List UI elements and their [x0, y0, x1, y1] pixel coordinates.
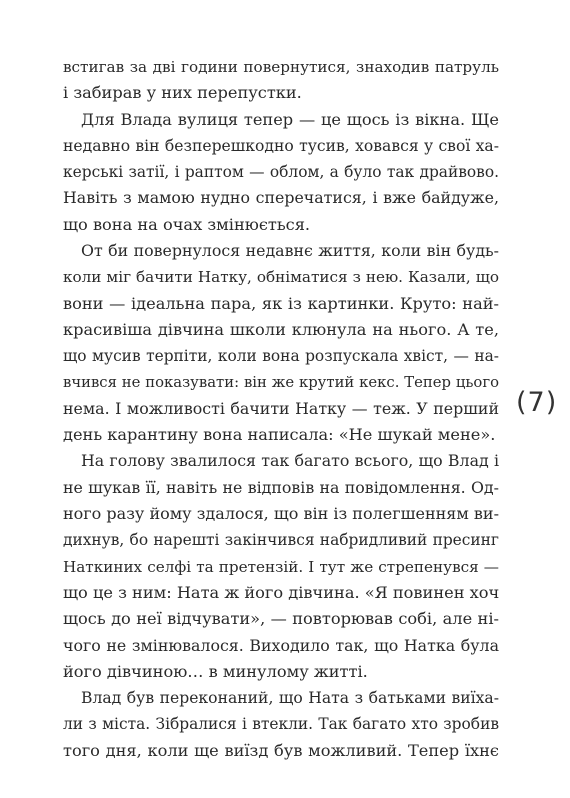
page-number: (7)	[516, 387, 558, 418]
text-line: керські затії, і раптом — облом, а було так драйвово.	[63, 163, 499, 182]
body-text	[63, 54, 499, 764]
text-line: день карантину вона написала: «Не шукай мене».	[63, 425, 496, 445]
text-line: встигав за дві години повернутися, знаходив патруль	[63, 58, 499, 76]
text-line: Для Влада вулиця тепер — це щось із вікна. Ще	[81, 109, 499, 129]
text-line: Влад був переконаний, що Ната з батьками виїха-	[81, 689, 499, 708]
paragraph	[63, 238, 499, 448]
text-line: коли міг бачити Натку, обніматися з нею. Казали, що	[63, 268, 499, 287]
text-line: вони — ідеальна пара, як із картинки. Круто: най-	[63, 293, 499, 313]
text-line: Наткиних селфі та претензій. І тут же стрепенувся —	[63, 557, 499, 576]
text-line: Навіть з мамою нудно сперечатися, і вже байдуже,	[63, 188, 499, 208]
paragraph	[63, 107, 499, 238]
text-line: того дня, коли ще виїзд був можливий. Тепер їхнє	[63, 740, 499, 760]
text-line: нема. І можливості бачити Натку — теж. У перший	[63, 398, 499, 418]
paragraph	[63, 448, 499, 685]
text-line: що це з ним: Ната ж його дівчина. «Я повинен хоч	[63, 582, 500, 602]
text-line: От би повернулося недавнє життя, коли він будь-	[81, 241, 499, 261]
text-line: що мусив терпіти, коли вона розпускала хвіст, — на-	[63, 347, 499, 366]
text-line: не шукав її, навіть не відповів на повідомлення. Од-	[63, 477, 499, 497]
text-line: На голову звалилося так багато всього, що Влад і	[81, 451, 499, 471]
paragraph	[63, 685, 499, 764]
text-line: і забирав у них перепустки.	[63, 83, 302, 103]
text-line: красивіша дівчина школи клюнула на нього. А те,	[63, 319, 499, 339]
text-line: вчився не показувати: він же крутий кекс. Тепер цього	[63, 373, 499, 391]
text-line: ли з міста. Зібралися і втекли. Так багато хто зробив	[63, 715, 499, 734]
text-line: його дівчиною… в минулому житті.	[63, 661, 368, 681]
text-line: недавно він безперешкодно тусив, ховався у свої ха-	[63, 136, 499, 155]
text-line: ного разу йому здалося, що він із полегшенням ви-	[63, 504, 499, 524]
text-line: чого не змінювалося. Виходило так, що Натка була	[63, 635, 499, 655]
text-line: щось до неї відчувати», — повторював собі, але ні-	[63, 609, 499, 629]
text-line: дихнув, бо нарешті закінчився набридливий пресинг	[63, 531, 499, 550]
text-line: що вона на очах змінюється.	[63, 214, 311, 234]
paragraph	[63, 54, 499, 107]
